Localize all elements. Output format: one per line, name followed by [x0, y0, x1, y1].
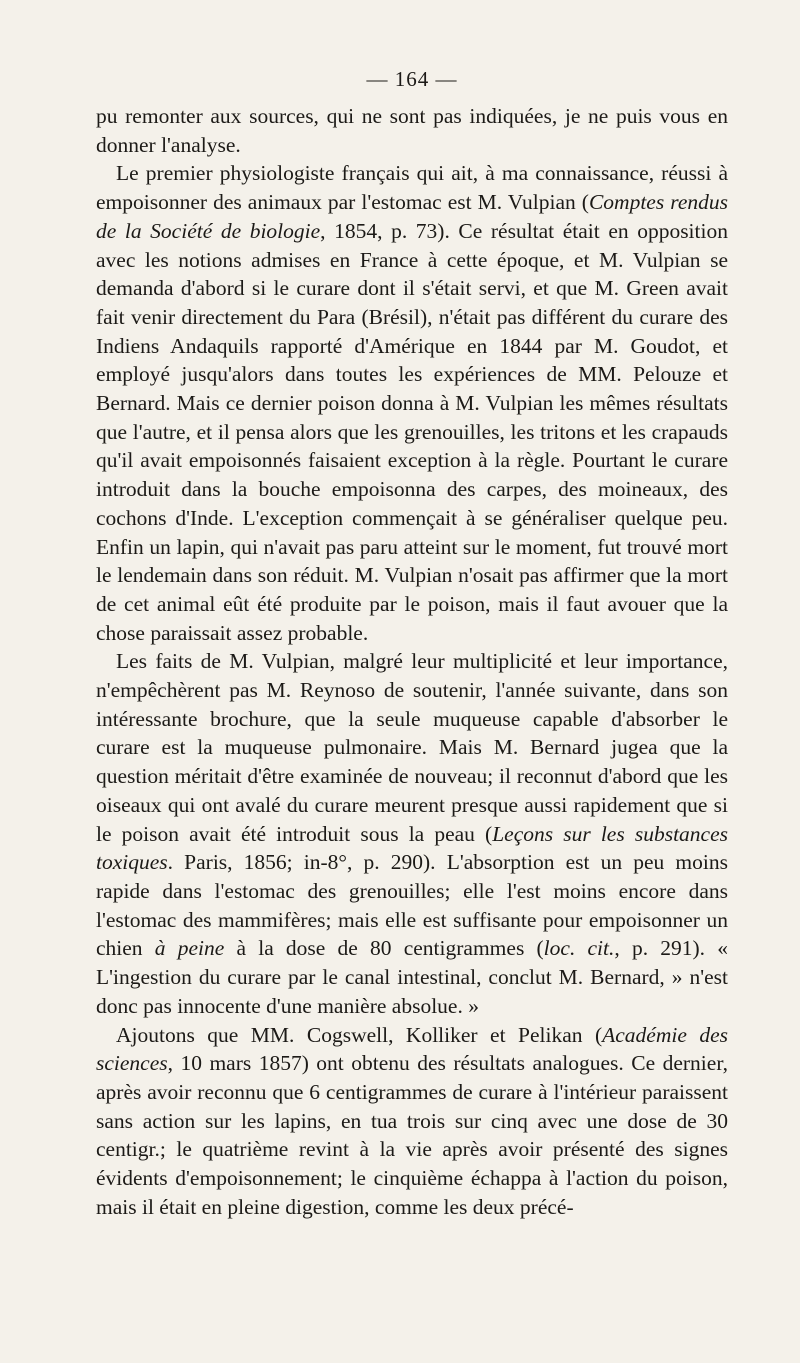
paragraph-4: [96, 1021, 728, 1222]
paragraph-2: [96, 159, 728, 647]
text-run: pu remonter aux sources, qui ne sont pas indiquées, je ne puis vous en donner l'analyse.: [96, 104, 728, 157]
text-run: , p. 291). « L'ingestion du curare par le canal intestinal, conclut M. Bernard, » n'est donc pas innocente d'une manière absolue. »: [96, 936, 728, 1018]
text-run: à la dose de 80 centigrammes (: [224, 936, 544, 961]
paragraph-1: [96, 102, 728, 159]
paragraph-3: [96, 647, 728, 1020]
italic-title: Comptes rendus de la Société de biologie: [96, 190, 728, 243]
italic-emphasis: à peine: [154, 936, 225, 961]
book-page: [96, 62, 728, 1221]
italic-citation: loc. cit.: [543, 936, 615, 961]
text-run: . Paris, 1856; in-8°, p. 290). L'absorption est un peu moins rapide dans l'estomac des grenouilles; elle l'est moins encore dans l'estomac des mammifères; mais elle est suffisante pour empoisonner un chien: [96, 850, 728, 961]
text-run: Les faits de M. Vulpian, malgré leur multiplicité et leur importance, n'empêchèrent pas M. Reynoso de soutenir, l'année suivante, dans son intéressante brochure, que la seule muqueuse capable d'absorber le curare est la muqueuse pulmonaire. Mais M. Bernard jugea que la question méritait d'être examinée de nouveau; il reconnut d'abord que les oiseaux qui ont avalé du curare meurent presque aussi rapidement que si le poison avait été introduit sous la peau (: [96, 649, 728, 846]
text-run: Le premier physiologiste français qui ait, à ma connaissance, réussi à empoisonner des animaux par l'estomac est M. Vulpian (: [96, 161, 728, 215]
text-run: , 1854, p. 73). Ce résultat était en opposition avec les notions admises en France à cette époque, et M. Vulpian se demanda d'abord si le curare dont il s'était servi, et que M. Green avait fait venir directement du Para (Brésil), n'était pas différent du curare des Indiens Andaquils rapporté d'Amérique en 1844 par M. Goudot, et employé jusqu'alors dans toutes les expériences de MM. Pelouze et Bernard. Mais ce dernier poison donna à M. Vulpian les mêmes résultats que l'autre, et il pensa alors que les grenouilles, les tritons et les crapauds qu'il avait empoisonnés faisaient exception à la règle. Pourtant le curare introduit dans la bouche empoisonna des carpes, des moineaux, des cochons d'Inde. L'exception commençait à se généraliser quelque peu. Enfin un lapin, qui n'avait pas paru atteint sur le moment, fut trouvé mort le lendemain dans son réduit. M. Vulpian n'osait pas affirmer que la mort de cet animal eût été produite par le poison, mais il faut avouer que la chose paraissait assez probable.: [96, 218, 728, 645]
text-run: , 10 mars 1857) ont obtenu des résultats analogues. Ce dernier, après avoir reconnu que 6 centigrammes de curare à l'intérieur paraissent sans action sur les lapins, en tua trois sur cinq avec une dose de 30 centigr.; le quatrième revint à la vie après avoir présenté des signes évidents d'empoisonnement; le cinquième échappa à l'action du poison, mais il était en pleine digestion, comme les deux précé-: [96, 1051, 728, 1219]
page-number: — 164 —: [366, 67, 458, 91]
italic-title: Académie des sciences: [96, 1022, 729, 1076]
italic-title: Leçons sur les substances toxiques: [96, 821, 728, 875]
text-run: Ajoutons que MM. Cogswell, Kolliker et Pelikan (: [116, 1022, 603, 1047]
